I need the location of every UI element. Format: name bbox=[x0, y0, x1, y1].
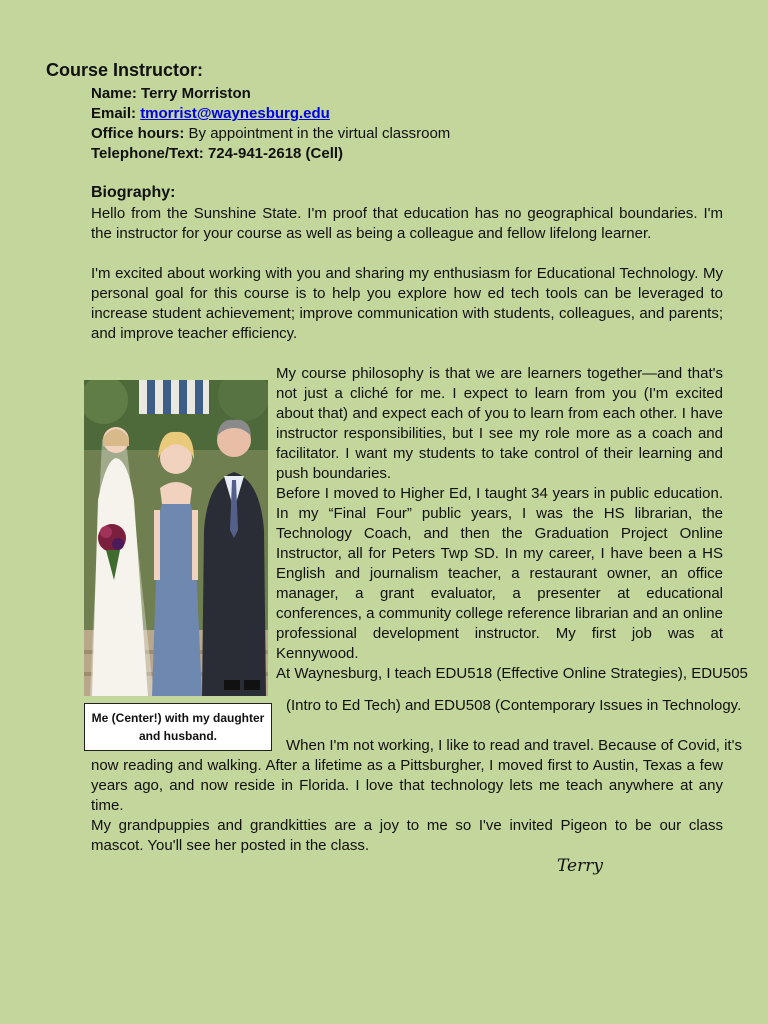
bio-paragraph-5-line-1: At Waynesburg, I teach EDU518 (Effective Online Strategies), EDU505 bbox=[276, 665, 748, 682]
bio-paragraph-3: My course philosophy is that we are learners together—and that's not just a cliché for me. I expect to learn from you (I'm excited about that) and expect each of you to learn from each other. I have instructor responsibilities, but I see my role more as a coach and facilitator. I want my students to take control of their learning and push boundaries. bbox=[276, 365, 723, 482]
bio-paragraph-1: Hello from the Sunshine State. I'm proof that education has no geographical boundaries. I'm the instructor for your course as well as being a colleague and fellow lifelong learner. bbox=[91, 205, 723, 242]
bio-paragraph-5-line-2: (Intro to Ed Tech) and EDU508 (Contemporary Issues in Technology. bbox=[286, 697, 742, 714]
contact-phone bbox=[91, 144, 343, 164]
signature: Terry bbox=[557, 856, 603, 876]
phone-label: Telephone/Text: bbox=[91, 145, 204, 162]
contact-email bbox=[91, 104, 330, 124]
email-link[interactable]: tmorrist@waynesburg.edu bbox=[140, 105, 330, 122]
bio-paragraph-4: Before I moved to Higher Ed, I taught 34 years in public education. In my “Final Four” public years, I was the HS librarian, the Technology Coach, and then the Graduation Project Online Instructor, all for Peters Twp SD. In my career, I have been a HS English and journalism teacher, a restaurant owner, an office manager, a grant evaluator, a presenter at educational conferences, a community college reference librarian and an online professional development instructor. My first job was at Kennywood. bbox=[276, 485, 723, 662]
name-value: Terry Morriston bbox=[141, 85, 251, 102]
phone-value: 724-941-2618 (Cell) bbox=[207, 145, 344, 162]
name-label: Name: bbox=[91, 85, 137, 102]
bio-paragraph-7: My grandpuppies and grandkitties are a joy to me so I've invited Pigeon to be our class mascot. You'll see her posted in the class. bbox=[91, 817, 723, 854]
bio-paragraph-2: I'm excited about working with you and sharing my enthusiasm for Educational Technology. My personal goal for this course is to help you explore how ed tech tools can be leveraged to increase student achievement; improve communication with students, colleagues, and parents; and improve teacher efficiency. bbox=[91, 265, 723, 342]
office-hours-label: Office hours: bbox=[91, 125, 185, 142]
email-label: Email: bbox=[91, 105, 137, 122]
photo-caption: Me (Center!) with my daughter and husband. bbox=[84, 703, 272, 751]
office-hours-value: By appointment in the virtual classroom bbox=[188, 125, 451, 142]
family-photo bbox=[84, 380, 268, 696]
section-heading: Course Instructor: bbox=[46, 60, 204, 80]
contact-office-hours bbox=[91, 124, 450, 144]
bio-paragraph-6-rest: now reading and walking. After a lifetime as a Pittsburgher, I moved first to Austin, Texas a few years ago, and now reside in Florida. I love that technology lets me teach anywhere at any time. bbox=[91, 757, 723, 814]
biography-title: Biography: bbox=[91, 184, 176, 201]
contact-name bbox=[91, 84, 251, 104]
bio-paragraph-6-line-1: When I'm not working, I like to read and travel. Because of Covid, it's bbox=[286, 737, 742, 754]
